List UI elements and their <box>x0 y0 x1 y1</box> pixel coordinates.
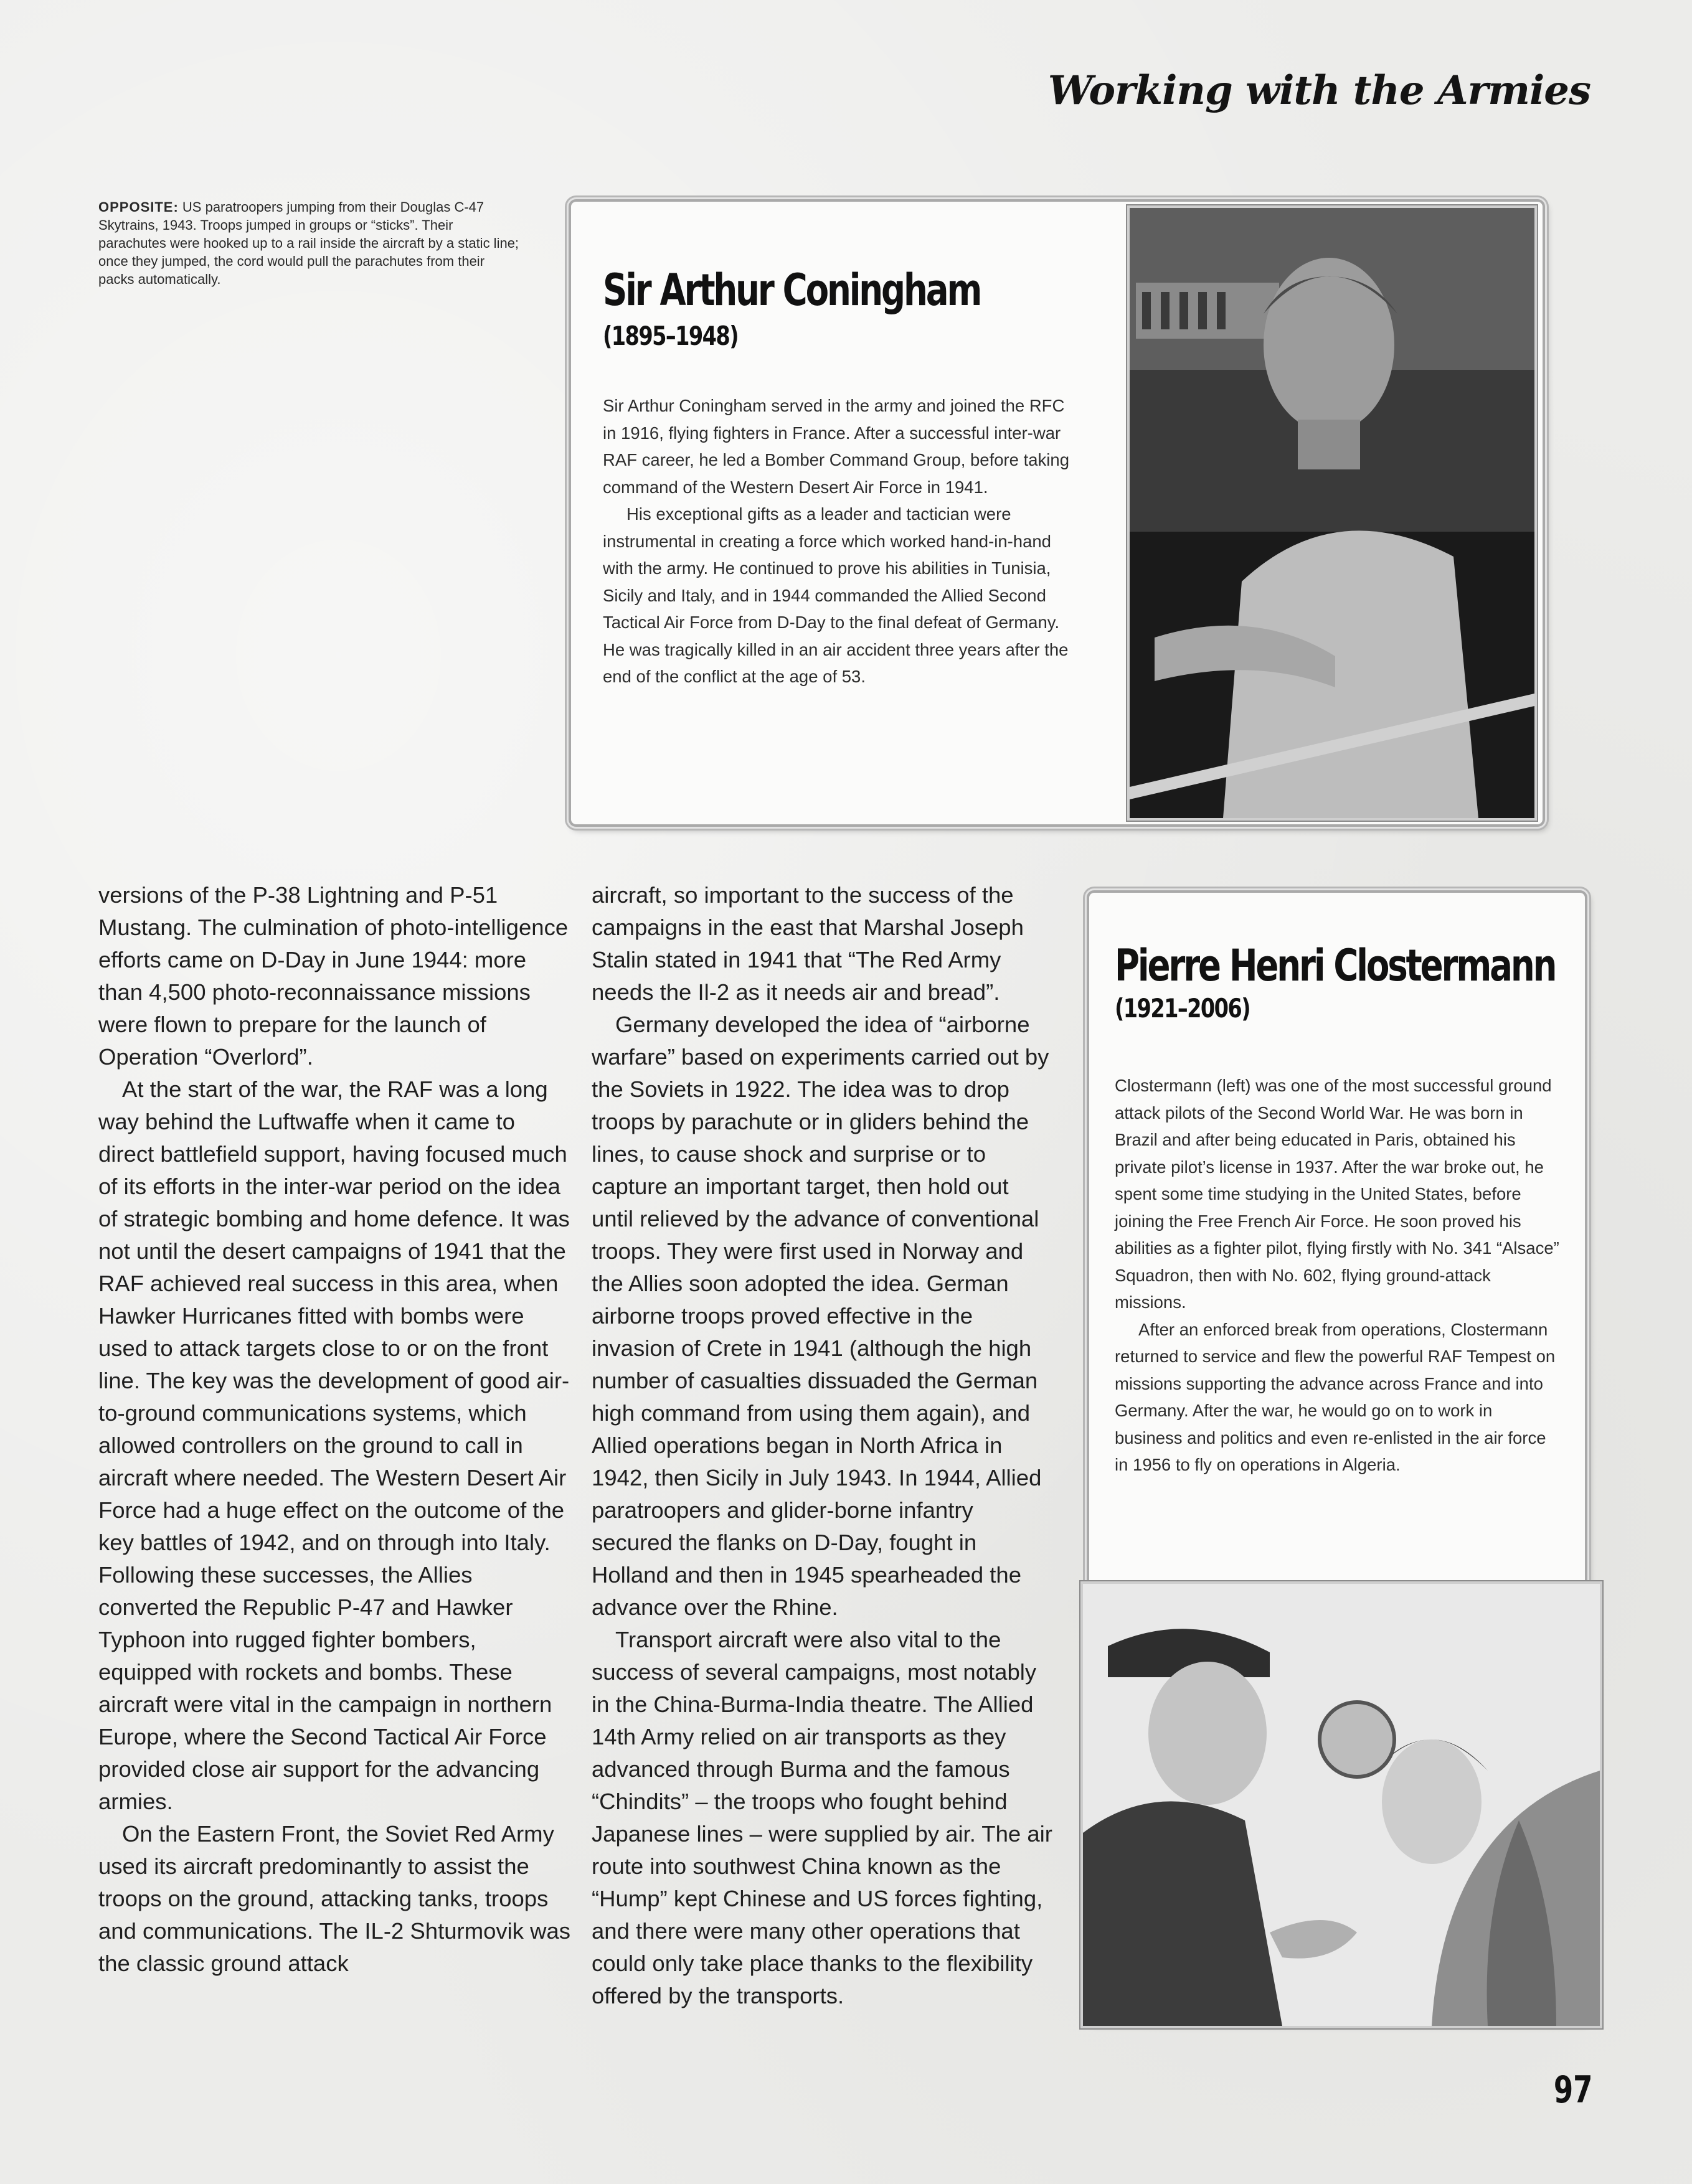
bio-name-clostermann: Pierre Henri Clostermann <box>1115 940 1556 991</box>
running-header: Working with the Armies <box>1047 67 1590 114</box>
body-paragraph: On the Eastern Front, the Soviet Red Army used its aircraft predominantly to assist the troops on the ground, attacking tanks, troops and communications. The IL-2 Shturmovik was the classic ground attack <box>98 1821 571 1976</box>
bio-text-clostermann <box>1115 1072 1563 1479</box>
body-paragraph: Germany developed the idea of “airborne warfare” based on experiments carried out by the Soviets in 1922. The idea was to drop troops by parachute or in gliders behind the lines, to cause shock and surprise or to capture an important target, then hold out until relieved by the advance of conventional troops. They were first used in Norway and the Allies soon adopted the idea. German airborne troops proved effective in the invasion of Crete in 1941 (although the high number of casualties dissuaded the German high command from using them again), and Allied operations began in North Africa in 1942, then Sicily in July 1943. In 1944, Allied paratroopers and glider-borne infantry secured the flanks on D-Day, fought in Holland and then in 1945 spearheaded the advance over the Rhine. <box>592 1012 1049 1620</box>
bio-paragraph: After an enforced break from operations, Clostermann returned to service and flew the powerful RAF Tempest on missions supporting the advance across France and into Germany. After the war, he would go on to work in business and politics and even re-enlisted in the air force in 1956 to fly on operations in Algeria. <box>1115 1319 1556 1474</box>
photo-caption <box>98 198 522 288</box>
body-paragraph: Transport aircraft were also vital to the success of several campaigns, most notably in the China-Burma-India theatre. The Allied 14th Army relied on air transports as they advanced through Burma and the famous “Chindits” – the troops who fought behind Japanese lines – were supplied by air. The air route into southwest China known as the “Hump” kept Chinese and US forces fighting, and there were many other operations that could only take place thanks to the flexibility offered by the transports. <box>592 1627 1052 2008</box>
body-paragraph: versions of the P-38 Lightning and P-51 Mustang. The culmination of photo-intelligence efforts came on D-Day in June 1944: more than 4,500 photo-reconnaissance missions were flown to prepare for the launch of Operation “Overlord”. <box>98 882 569 1070</box>
bio-paragraph: Sir Arthur Coningham served in the army and joined the RFC in 1916, flying fighters in France. After a successful inter-war RAF career, he led a Bomber Command Group, before taking command of the Western Desert Air Force in 1941. <box>603 396 1069 497</box>
portrait-photo-coningham <box>1127 205 1537 821</box>
body-column-1 <box>98 879 572 1980</box>
caption-label: OPPOSITE: <box>98 199 179 215</box>
body-paragraph: aircraft, so important to the success of the campaigns in the east that Marshal Joseph Stalin stated in 1941 that “The Red Army needs the Il-2 as it needs air and bread”. <box>592 882 1024 1005</box>
page-number: 97 <box>1553 2068 1592 2112</box>
bio-paragraph: Clostermann (left) was one of the most successful ground attack pilots of the Second World War. He was born in Brazil and after being educated in Paris, obtained his private pilot’s license in 1937. After the war broke out, he spent some time studying in the United States, before joining the Free French Air Force. He soon proved his abilities as a fighter pilot, flying firstly with No. 341 “Alsace” Squadron, then with No. 602, flying ground-attack missions. <box>1115 1076 1559 1312</box>
bio-dates-coningham: (1895–1948) <box>603 321 738 351</box>
bio-name-coningham: Sir Arthur Coningham <box>603 265 981 316</box>
photo-clostermann <box>1080 1581 1602 2028</box>
bio-dates-clostermann: (1921–2006) <box>1115 993 1250 1024</box>
bio-paragraph: His exceptional gifts as a leader and tactician were instrumental in creating a force which worked hand-in-hand with the army. He continued to prove his abilities in Tunisia, Sicily and Italy, and in 1944 commanded the Allied Second Tactical Air Force from D-Day to the final defeat of Germany. He was tragically killed in an air accident three years after the end of the conflict at the age of 53. <box>603 504 1069 686</box>
body-column-2 <box>592 879 1052 2012</box>
caption-text: US paratroopers jumping from their Douglas C-47 Skytrains, 1943. Troops jumped in groups or “sticks”. Their parachutes were hooked up to a rail inside the aircraft by a static line; once they jumped, the cord would pull the parachutes from their packs automatically. <box>98 199 519 287</box>
body-paragraph: At the start of the war, the RAF was a long way behind the Luftwaffe when it came to direct battlefield support, having focused much of its efforts in the inter-war period on the idea of strategic bombing and home defence. It was not until the desert campaigns of 1941 that the RAF achieved real success in this area, when Hawker Hurricanes fitted with bombs were used to attack targets close to or on the front line. The key was the development of good air-to-ground communications systems, which allowed controllers on the ground to call in aircraft where needed. The Western Desert Air Force had a huge effect on the outcome of the key battles of 1942, and on through into Italy. Following these successes, the Allies converted the Republic P-47 and Hawker Typhoon into rugged fighter bombers, equipped with rockets and bombs. These aircraft were vital in the campaign in northern Europe, where the Second Tactical Air Force provided close air support for the advancing armies. <box>98 1076 570 1814</box>
bio-text-coningham <box>603 392 1070 690</box>
